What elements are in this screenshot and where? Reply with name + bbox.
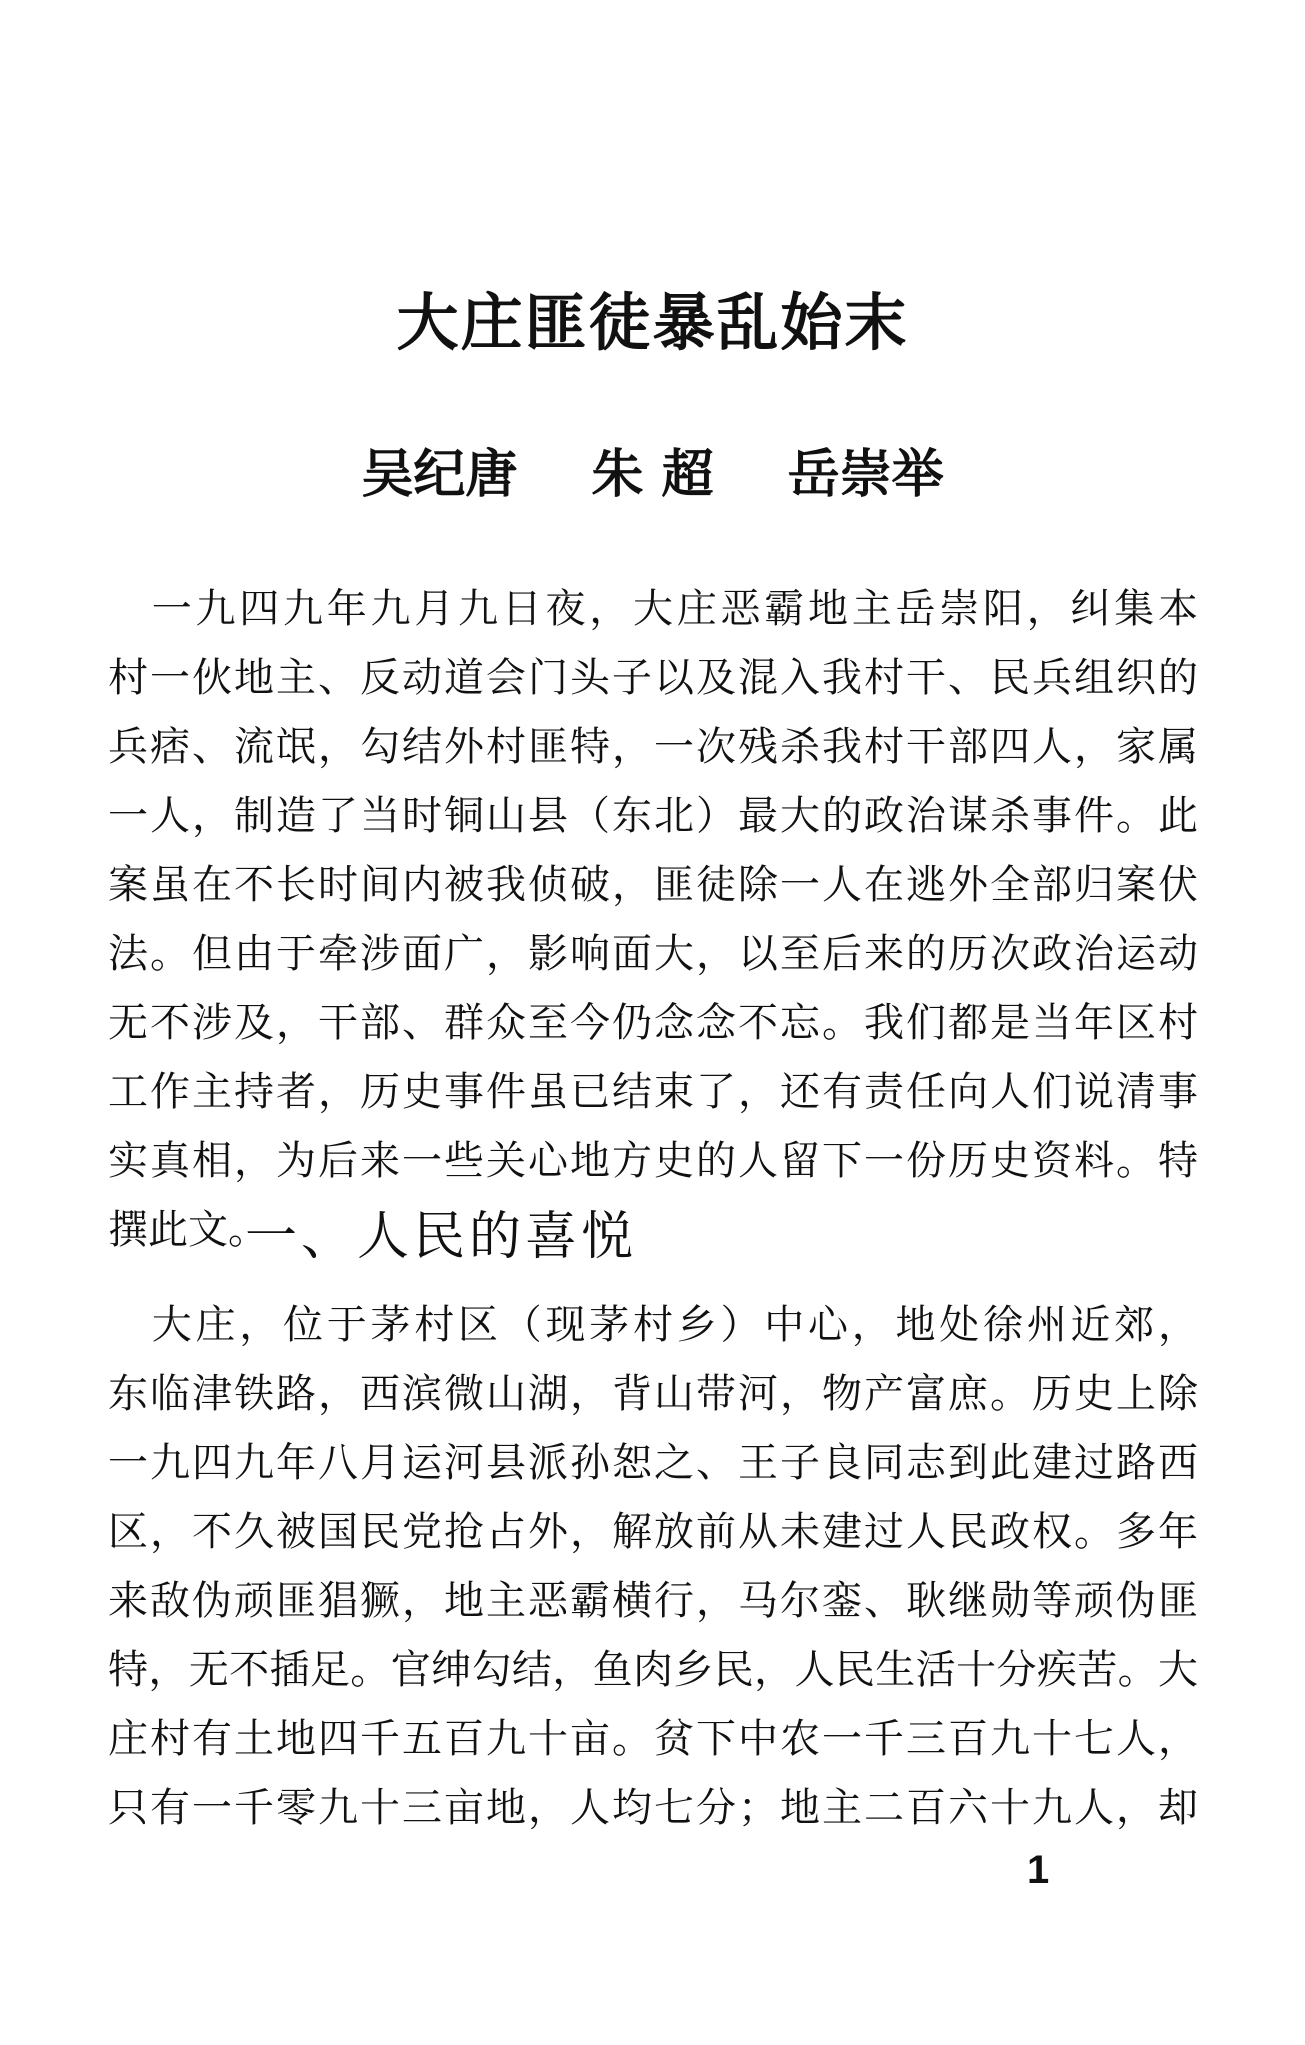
text-line: 法。但由于牵涉面广，影响面大，以至后来的历次政治运动 — [108, 931, 1198, 977]
text-line: 无不涉及，干部、群众至今仍念念不忘。我们都是当年区村 — [108, 1000, 1198, 1046]
text-line: 只有一千零九十三亩地，人均七分；地主二百六十九人，却 — [108, 1785, 1198, 1831]
text-line: 一人，制造了当时铜山县（东北）最大的政治谋杀事件。此 — [108, 793, 1198, 839]
text-line: 特，无不插足。官绅勾结，鱼肉乡民，人民生活十分疾苦。大 — [108, 1647, 1198, 1693]
text-line: 实真相，为后来一些关心地方史的人留下一份历史资料。特 — [108, 1138, 1198, 1184]
author-name: 吴纪唐 — [361, 444, 518, 505]
text-line: 村一伙地主、反动道会门头子以及混入我村干、民兵组织的 — [108, 655, 1198, 701]
section-heading: 一、人民的喜悦 — [245, 1207, 638, 1267]
body-paragraph — [108, 1291, 1198, 1843]
text-line: 东临津铁路，西滨微山湖，背山带河，物产富庶。历史上除 — [108, 1371, 1198, 1417]
text-line: 兵痞、流氓，勾结外村匪特，一次残杀我村干部四人，家属 — [108, 724, 1198, 770]
intro-paragraph — [108, 575, 1198, 1265]
text-line: 庄村有土地四千五百九十亩。贫下中农一千三百九十七人， — [108, 1716, 1198, 1762]
text-line: 一九四九年九月九日夜，大庄恶霸地主岳崇阳，纠集本 — [108, 586, 1198, 632]
author-name: 岳崇举 — [787, 444, 944, 505]
author-name: 朱 超 — [591, 444, 714, 505]
authors-line — [0, 440, 1305, 510]
text-line: 大庄，位于茅村区（现茅村乡）中心，地处徐州近郊， — [108, 1302, 1198, 1348]
text-line: 来敌伪顽匪猖獗，地主恶霸横行，马尔銮、耿继勋等顽伪匪 — [108, 1578, 1198, 1624]
text-line: 一九四九年八月运河县派孙恕之、王子良同志到此建过路西 — [108, 1440, 1198, 1486]
text-line: 撰此文。 — [108, 1207, 268, 1253]
text-line: 案虽在不长时间内被我侦破，匪徒除一人在逃外全部归案伏 — [108, 862, 1198, 908]
article-title: 大庄匪徒暴乱始末 — [396, 286, 909, 359]
text-line: 区，不久被国民党抢占外，解放前从未建过人民政权。多年 — [108, 1509, 1198, 1555]
text-line: 工作主持者，历史事件虽已结束了，还有责任向人们说清事 — [108, 1069, 1198, 1115]
page-number: 1 — [1027, 1848, 1050, 1892]
